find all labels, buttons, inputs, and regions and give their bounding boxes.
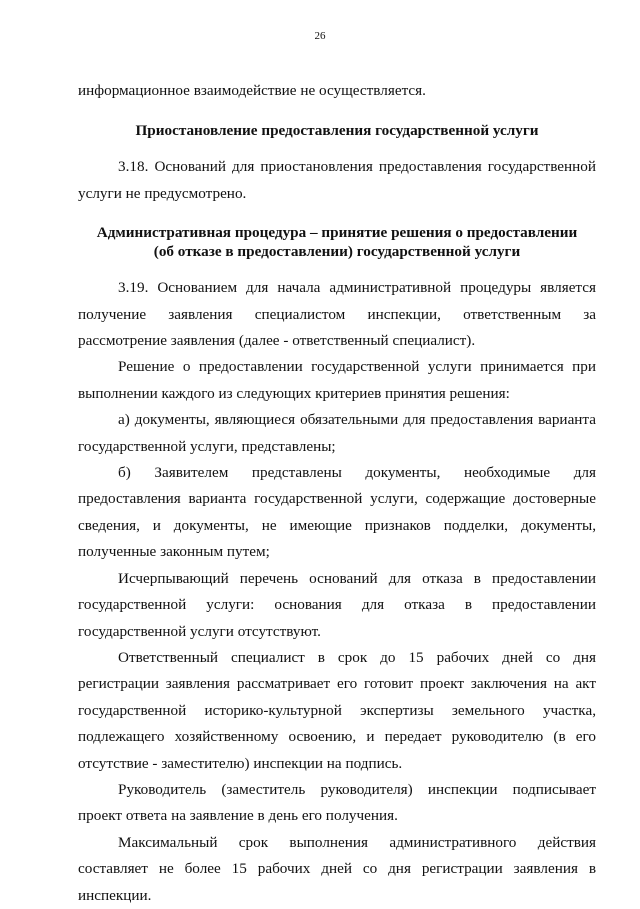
paragraph-interaction: информационное взаимодействие не осуществляется. [78,82,426,99]
paragraph-refusal-part-2: государственной услуги отсутствуют. [78,622,321,640]
paragraph-3-19: 3.19. Основанием для начала административной процедуры является получение заявления специалистом инспекции, ответственным за рассмотрение заявления (далее - ответственный специалист). [78,279,596,350]
paragraph-max-term: Максимальный срок выполнения административного действия составляет не более 15 рабочих дней со дня регистрации заявления в инспекции. [78,833,596,904]
paragraph-3-18: 3.18. Оснований для приостановления предоставления государственной услуги не предусмотрено. [78,158,596,202]
heading-suspension: Приостановление предоставления государственной услуги [135,122,539,140]
paragraph-head-signs: Руководитель (заместитель руководителя) инспекции подписывает проект ответа на заявление в день его получения. [78,780,596,825]
heading-procedure-line-2: (об отказе в предоставлении) государственной услуги [153,243,521,261]
paragraph-specialist: Ответственный специалист в срок до 15 рабочих дней со дня регистрации заявления рассматривает его готовит проект заключения на акт государственной историко-культурной экспертизы земельного участка, подлежащего хозяйственному освоению, и передает руководителю (в его отсутствие - заместителю) инспекции на подпись. [78,648,596,772]
paragraph-criterion-a: а) документы, являющиеся обязательными для предоставления варианта государственной услуги, представлены; [78,411,596,455]
paragraph-decision: Решение о предоставлении государственной услуги принимается при выполнении каждого из следующих критериев принятия решения: [78,358,596,402]
paragraph-criterion-b: б) Заявителем представлены документы, необходимые для предоставления варианта государственной услуги, содержащие достоверные сведения, и документы, не имеющие признаков подделки, документы, полученные законным путем; [78,464,596,561]
paragraph-refusal-part-1: Исчерпывающий перечень оснований для отказа в предоставлении государственной услуги: основания для отказа в предоставлении [78,569,596,614]
page-number: 26 [314,30,326,42]
page-content [78,78,596,909]
heading-procedure-line-1: Административная процедура – принятие решения о предоставлении [96,224,578,242]
